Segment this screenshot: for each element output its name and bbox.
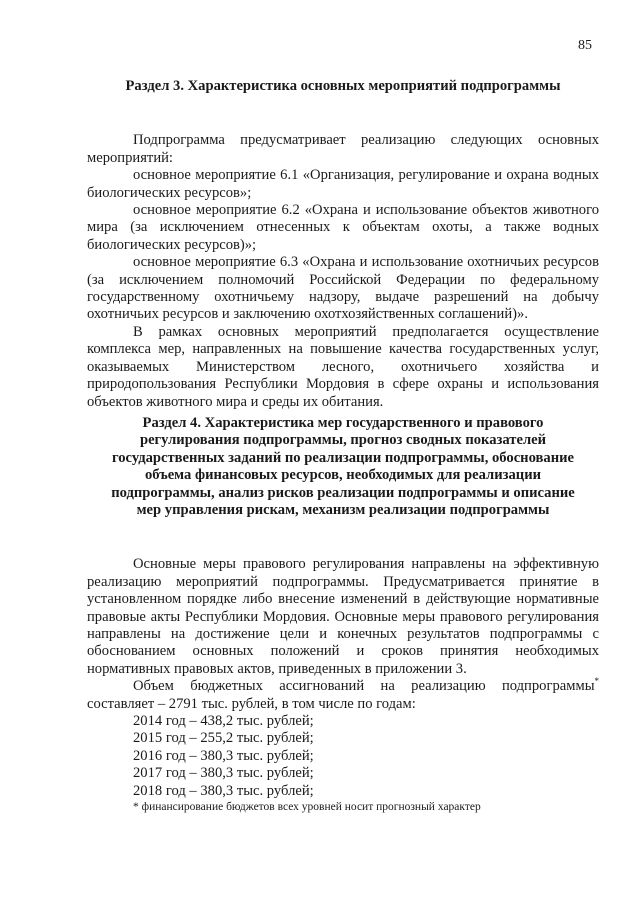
section3-paragraph: В рамках основных мероприятий предполагается осуществление комплекса мер, направленных на повышение качества государственных услуг, оказываемых Министерством лесного, охотничьего хозяйства и природопользования Республики Мордовия в сфере охраны и использования объектов животного мира и среды их обитания. [87, 323, 599, 410]
section3-list-item: основное мероприятие 6.3 «Охрана и использование охотничьих ресурсов (за исключением полномочий Российской Федерации по федеральному государственному охотничьему надзору, выдаче разрешений на добычу охотничьих ресурсов и заключению охотхозяйственных соглашений)». [87, 254, 599, 323]
budget-text: Объем бюджетных ассигнований на реализацию подпрограммы [133, 678, 595, 695]
budget-year-item: 2016 год – 380,3 тыс. рублей; [133, 747, 314, 764]
section4-title [87, 415, 599, 519]
section3-title: Раздел 3. Характеристика основных мероприятий подпрограммы [125, 78, 561, 94]
budget-text-cont: составляет – 2791 тыс. рублей, в том числе по годам: [87, 695, 416, 712]
section3-list-item: основное мероприятие 6.2 «Охрана и использование объектов животного мира (за исключением отнесенных к объектам охоты, а также водных биологических ресурсов)»; [87, 202, 599, 253]
budget-year-item: 2017 год – 380,3 тыс. рублей; [133, 765, 314, 782]
section4-title-line: регулирования подпрограммы, прогноз сводных показателей [139, 432, 547, 449]
section4-title-line: государственных заданий по реализации подпрограммы, обоснование [112, 449, 574, 466]
section4-paragraph: Основные меры правового регулирования направлены на эффективную реализацию мероприятий подпрограммы. Предусматривается принятие в установленном порядке либо внесение изменений в действующие нормативные правовые акты Республики Мордовия. Основные меры правового регулирования направлены на достижение цели и конечных результатов подпрограммы с обоснованием основных положений и сроков принятия необходимых нормативных правовых актов, приведенных в приложении 3. [87, 556, 599, 677]
section4-title-line: мер управления рискам, механизм реализации подпрограммы [136, 501, 550, 518]
document-body [87, 78, 599, 815]
section3-paragraph: Подпрограмма предусматривает реализацию следующих основных мероприятий: [87, 132, 599, 166]
budget-paragraph [87, 678, 599, 713]
section4-title-line: Раздел 4. Характеристика мер государственного и правового [142, 414, 544, 431]
page-number: 85 [578, 38, 592, 53]
budget-year-item: 2014 год – 438,2 тыс. рублей; [133, 713, 314, 729]
budget-year-item: 2018 год – 380,3 тыс. рублей; [133, 782, 314, 799]
footnote: * финансирование бюджетов всех уровней носит прогнозный характер [133, 801, 481, 814]
section3-list-item: основное мероприятие 6.1 «Организация, регулирование и охрана водных биологических ресурсов»; [87, 167, 599, 201]
footnote-marker: * [594, 676, 599, 687]
budget-year-item: 2015 год – 255,2 тыс. рублей; [133, 730, 314, 747]
section4-title-line: объема финансовых ресурсов, необходимых для реализации [144, 467, 542, 484]
section4-title-line: подпрограммы, анализ рисков реализации подпрограммы и описание [111, 484, 575, 501]
